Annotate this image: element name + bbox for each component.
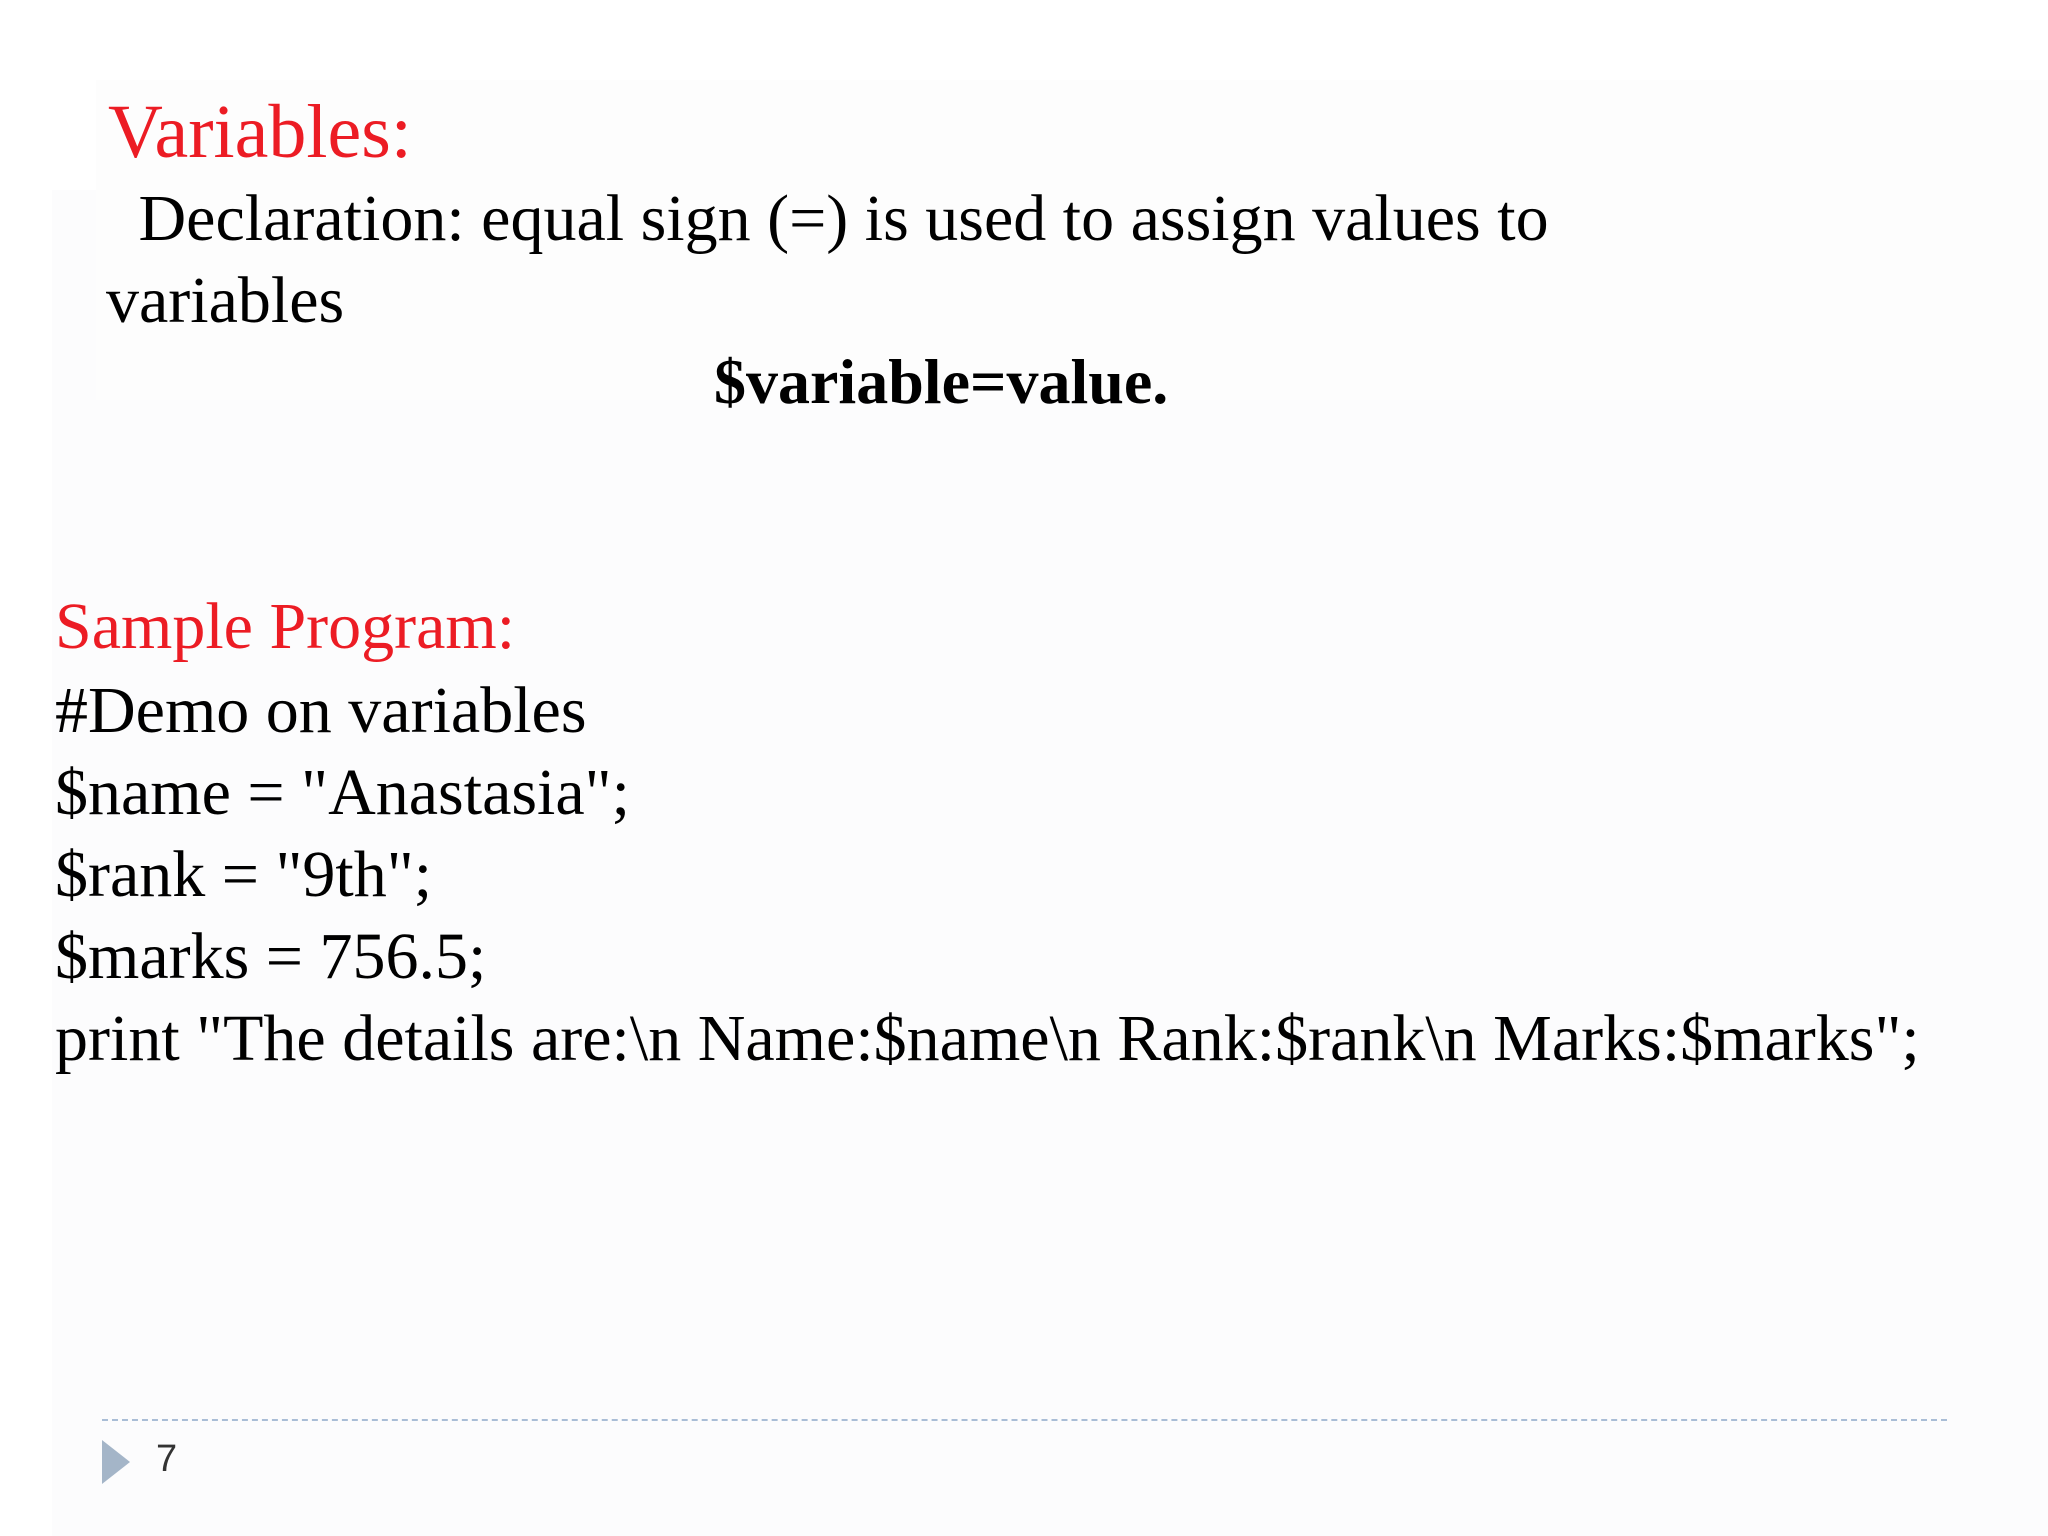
page-number: 7 [156,1438,178,1480]
footer-divider [102,1419,1947,1421]
code-line-comment: #Demo on variables [55,674,587,747]
sample-program-heading: Sample Program: [55,590,516,663]
declaration-text-line-2: variables [106,264,345,337]
code-line-print: print "The details are:\n Name:$name\n Rank:$rank\n Marks:$marks"; [55,1002,1920,1075]
slide-title: Variables: [108,90,412,174]
code-line-name: $name = "Anastasia"; [55,756,630,829]
code-line-marks: $marks = 756.5; [55,920,487,993]
syntax-example: $variable=value. [714,346,1169,417]
triangle-right-icon [102,1440,130,1484]
declaration-text-line-1: Declaration: equal sign (=) is used to assign values to [122,182,1549,255]
code-line-rank: $rank = "9th"; [55,838,433,911]
